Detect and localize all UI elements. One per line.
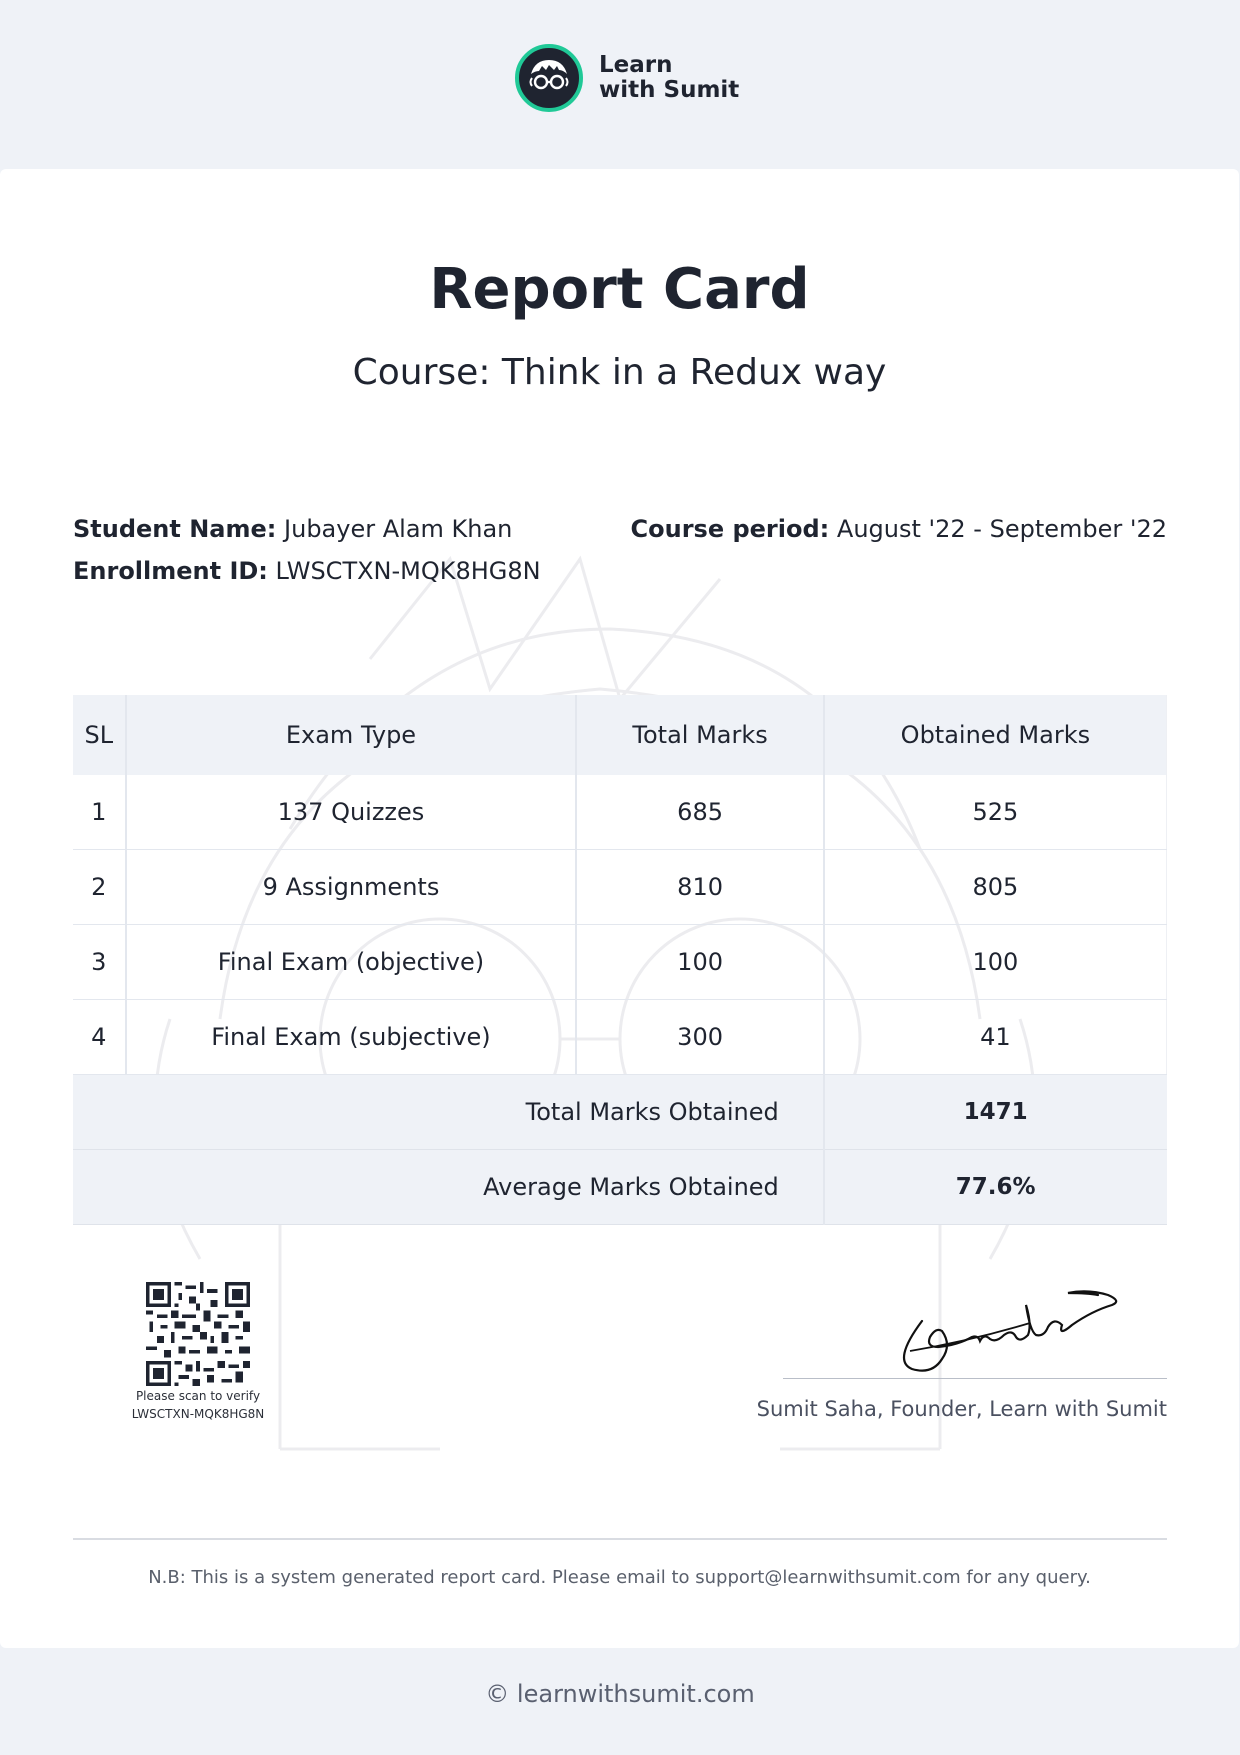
student-name-row	[73, 508, 541, 550]
signature-line	[783, 1378, 1167, 1379]
column-header-obtained-marks: Obtained Marks	[824, 695, 1167, 775]
total-marks-value: 1471	[824, 1075, 1167, 1150]
average-marks-value: 77.6%	[824, 1150, 1167, 1225]
column-header-sl: SL	[73, 695, 126, 775]
average-marks-label: Average Marks Obtained	[73, 1150, 824, 1225]
cell-obtained-marks: 41	[824, 1000, 1167, 1075]
qr-code-icon[interactable]	[146, 1282, 250, 1386]
cell-sl: 3	[73, 925, 126, 1000]
student-name-label: Student Name:	[73, 515, 277, 543]
report-card	[0, 169, 1239, 1648]
cell-total-marks: 300	[576, 1000, 823, 1075]
course-title: Course: Think in a Redux way	[352, 352, 887, 393]
enrollment-id: LWSCTXN-MQK8HG8N	[275, 557, 541, 585]
page-header	[0, 0, 1240, 168]
brand-name-line1: Learn	[599, 52, 673, 78]
enrollment-label: Enrollment ID:	[73, 557, 268, 585]
column-header-exam-type: Exam Type	[126, 695, 577, 775]
cell-exam-type: 137 Quizzes	[126, 775, 577, 850]
table-header-row	[73, 695, 1167, 775]
brand-name	[599, 53, 739, 103]
course-period-label: Course period:	[630, 515, 830, 543]
cell-obtained-marks: 100	[824, 925, 1167, 1000]
cell-exam-type: Final Exam (objective)	[126, 925, 577, 1000]
cell-exam-type: Final Exam (subjective)	[126, 1000, 577, 1075]
column-header-total-marks: Total Marks	[576, 695, 823, 775]
qr-code-id: LWSCTXN-MQK8HG8N	[131, 1407, 265, 1421]
course-period: August '22 - September '22	[836, 515, 1167, 543]
student-name: Jubayer Alam Khan	[284, 515, 513, 543]
copyright-text: © learnwithsumit.com	[485, 1680, 755, 1708]
report-title: Report Card	[429, 257, 810, 322]
brand-logo[interactable]	[515, 44, 739, 112]
signatory-name: Sumit Saha, Founder, Learn with Sumit	[756, 1397, 1167, 1421]
cell-total-marks: 685	[576, 775, 823, 850]
student-info	[73, 508, 541, 592]
qr-caption: Please scan to verify	[135, 1389, 261, 1403]
cell-obtained-marks: 525	[824, 775, 1167, 850]
cell-sl: 4	[73, 1000, 126, 1075]
cell-sl: 1	[73, 775, 126, 850]
table-row	[73, 775, 1167, 850]
footer-divider	[73, 1538, 1167, 1540]
footer-note: N.B: This is a system generated report card. Please email to support@learnwithsumit.com for any query.	[148, 1567, 1091, 1588]
marks-table	[73, 695, 1167, 1225]
cell-obtained-marks: 805	[824, 850, 1167, 925]
cell-sl: 2	[73, 850, 126, 925]
cell-exam-type: 9 Assignments	[126, 850, 577, 925]
table-row	[73, 850, 1167, 925]
verification-block	[118, 1282, 278, 1422]
founder-signature	[880, 1281, 1120, 1381]
average-marks-row	[73, 1150, 1167, 1225]
coder-face-logo-icon	[515, 44, 583, 112]
table-row	[73, 1000, 1167, 1075]
cell-total-marks: 100	[576, 925, 823, 1000]
course-period-info	[631, 508, 1167, 550]
total-marks-label: Total Marks Obtained	[73, 1075, 824, 1150]
table-row	[73, 925, 1167, 1000]
total-marks-row	[73, 1075, 1167, 1150]
cell-total-marks: 810	[576, 850, 823, 925]
enrollment-row	[73, 550, 541, 592]
brand-name-line2: with Sumit	[599, 77, 740, 103]
